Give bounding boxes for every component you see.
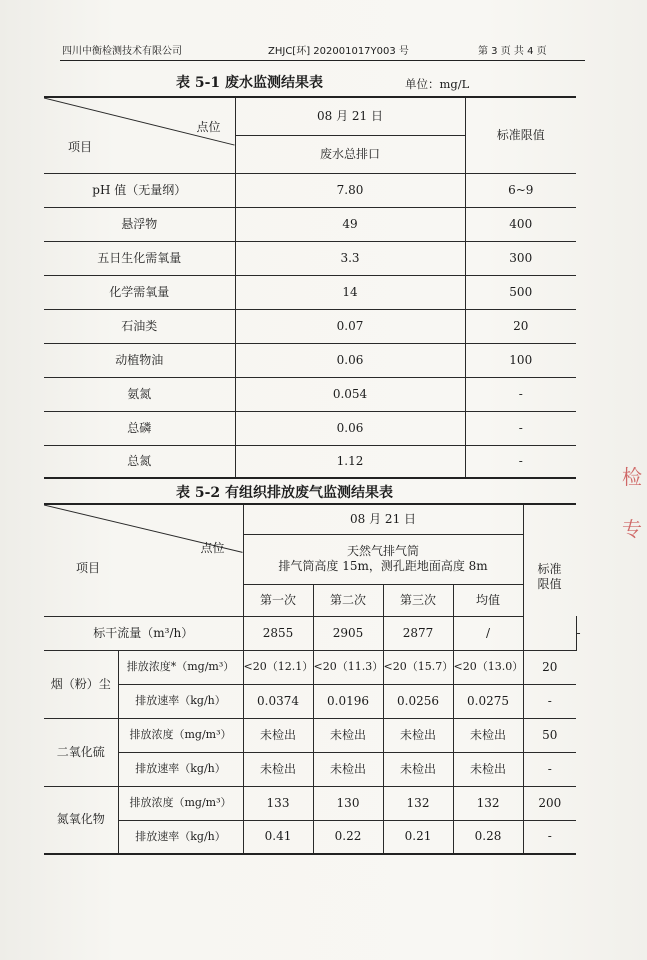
table2-point-line2: 排气筒高度 15m，测孔距地面高度 8m — [278, 559, 488, 573]
measurement-value: 未检出 — [243, 718, 313, 752]
table1-corner-point-label: 点位 — [196, 120, 221, 134]
measurement-value: 0.0374 — [243, 684, 313, 718]
table2-corner-point-label: 点位 — [200, 541, 225, 555]
measurement-value: <20（11.3） — [313, 650, 383, 684]
table1-row-item: 总氮 — [44, 445, 235, 478]
pollutant-name: 氮氧化物 — [44, 786, 118, 854]
pollutant-name: 二氧化硫 — [44, 718, 118, 786]
table2-caption: 表 5-2 有组织排放废气监测结果表 — [176, 485, 394, 501]
table1-row-item: 总磷 — [44, 411, 235, 445]
parameter-label: 排放浓度（mg/m³） — [118, 786, 243, 820]
measurement-value: 130 — [313, 786, 383, 820]
table1-row-limit: 300 — [465, 241, 576, 275]
table1-row-value: 49 — [235, 207, 465, 241]
table1-row-limit: - — [465, 377, 576, 411]
table2-std-header — [523, 504, 576, 650]
table2-corner-cell — [44, 504, 243, 616]
table1-row-limit: - — [465, 445, 576, 478]
table2-col-header: 第一次 — [243, 584, 313, 616]
measurement-value: 未检出 — [243, 752, 313, 786]
measurement-value: 0.22 — [313, 820, 383, 854]
stamp-char: 专 — [622, 517, 642, 541]
table1-row-item: 悬浮物 — [44, 207, 235, 241]
table2-flow-label: 标干流量（m³/h） — [44, 616, 243, 650]
table1-row-value: 0.06 — [235, 411, 465, 445]
table2-col-header: 均值 — [453, 584, 523, 616]
stamp-char: 检 — [622, 465, 642, 489]
table1-row-limit: 400 — [465, 207, 576, 241]
standard-limit: - — [523, 752, 576, 786]
table2-flow-value: 2855 — [243, 616, 313, 650]
standard-limit: - — [523, 820, 576, 854]
header-rule — [60, 60, 585, 61]
measurement-value: 0.28 — [453, 820, 523, 854]
company-name: 四川中衡检测技术有限公司 — [62, 46, 182, 57]
table1-row-item: 动植物油 — [44, 343, 235, 377]
table1-row-limit: - — [465, 411, 576, 445]
table1-row-value: 7.80 — [235, 173, 465, 207]
measurement-value: 未检出 — [313, 718, 383, 752]
report-number: ZHJC[环] 202001017Y003 号 — [268, 46, 409, 57]
parameter-label: 排放浓度*（mg/m³） — [118, 650, 243, 684]
measurement-value: 0.0256 — [383, 684, 453, 718]
table2-point-line1: 天然气排气筒 — [347, 544, 420, 558]
table1-row-item: 石油类 — [44, 309, 235, 343]
table1-point: 废水总排口 — [235, 135, 465, 173]
table2-corner-item-label: 项目 — [76, 561, 101, 575]
table2-col-header: 第二次 — [313, 584, 383, 616]
table1-row-value: 1.12 — [235, 445, 465, 478]
table1-row-item: 化学需氧量 — [44, 275, 235, 309]
measurement-value: 0.21 — [383, 820, 453, 854]
measurement-value: 0.0196 — [313, 684, 383, 718]
table2-std-line2: 限值 — [537, 577, 562, 592]
table1-row-item: 五日生化需氧量 — [44, 241, 235, 275]
parameter-label: 排放速率（kg/h） — [118, 820, 243, 854]
table1-row-limit: 500 — [465, 275, 576, 309]
parameter-label: 排放浓度（mg/m³） — [118, 718, 243, 752]
measurement-value: 132 — [453, 786, 523, 820]
pollutant-name: 烟（粉）尘 — [44, 650, 118, 718]
table1-row-limit: 6~9 — [465, 173, 576, 207]
standard-limit: - — [523, 684, 576, 718]
table1-caption: 表 5-1 废水监测结果表 — [176, 75, 324, 91]
measurement-value: 132 — [383, 786, 453, 820]
red-seal-stamp — [622, 462, 647, 582]
page-info: 第 3 页 共 4 页 — [478, 46, 547, 57]
measurement-value: <20（12.1） — [243, 650, 313, 684]
parameter-label: 排放速率（kg/h） — [118, 752, 243, 786]
table1-row-value: 3.3 — [235, 241, 465, 275]
table2-flow-value: 2905 — [313, 616, 383, 650]
table1-row-value: 0.054 — [235, 377, 465, 411]
table1-row-value: 0.07 — [235, 309, 465, 343]
table1-row-value: 0.06 — [235, 343, 465, 377]
wastewater-results-table — [44, 96, 576, 479]
table2-std-line1: 标准 — [537, 562, 562, 577]
standard-limit: 20 — [523, 650, 576, 684]
measurement-value: 133 — [243, 786, 313, 820]
measurement-value: 未检出 — [383, 752, 453, 786]
table2-flow-value: 2877 — [383, 616, 453, 650]
measurement-value: 0.0275 — [453, 684, 523, 718]
measurement-value: 0.41 — [243, 820, 313, 854]
table1-corner-item-label: 项目 — [68, 140, 93, 154]
measurement-value: 未检出 — [453, 752, 523, 786]
table2-point — [243, 534, 523, 584]
exhaust-gas-results-table: 点位 项目 08 月 21 日 标准 限值 天然气排气筒 排气筒高度 15m，测孔距地面高度 8m 第一次 第二次 第三次 均值 标干流量（m³/h） 2855 2905 2877 / - 烟（粉）尘 排放浓度*（mg/m³） <20（12.1） <20（11.3） <20（15.7） <20（13.0） 20 排放速率（kg/h） 0.0374 0.0196 0.0256 0.0275 - 二氧化硫 排放浓度（mg/m³） 未检出 未检出 未检出 未检出 50 排放速率（kg/h） 未检出 未检出 未检出 未检出 - 氮氧化物 排放浓度（mg/m³） 133 130 132 132 200 排放速率（kg/h） 0.41 0.22 0.21 0.28 - — [44, 503, 576, 855]
standard-limit: 50 — [523, 718, 576, 752]
table1-row-item: 氨氮 — [44, 377, 235, 411]
measurement-value: 未检出 — [453, 718, 523, 752]
table1-row-limit: 100 — [465, 343, 576, 377]
measurement-value: <20（13.0） — [453, 650, 523, 684]
table1-date: 08 月 21 日 — [235, 97, 465, 135]
measurement-value: 未检出 — [383, 718, 453, 752]
measurement-value: <20（15.7） — [383, 650, 453, 684]
table2-date: 08 月 21 日 — [243, 504, 523, 534]
table2-flow-value: / — [453, 616, 523, 650]
parameter-label: 排放速率（kg/h） — [118, 684, 243, 718]
table1-unit: 单位：mg/L — [405, 77, 470, 91]
table1-row-item: pH 值（无量纲） — [44, 173, 235, 207]
measurement-value: 未检出 — [313, 752, 383, 786]
table1-row-value: 14 — [235, 275, 465, 309]
table1-row-limit: 20 — [465, 309, 576, 343]
table2-col-header: 第三次 — [383, 584, 453, 616]
table1-std-header: 标准限值 — [465, 97, 576, 173]
standard-limit: 200 — [523, 786, 576, 820]
table1-corner-cell — [44, 97, 235, 173]
